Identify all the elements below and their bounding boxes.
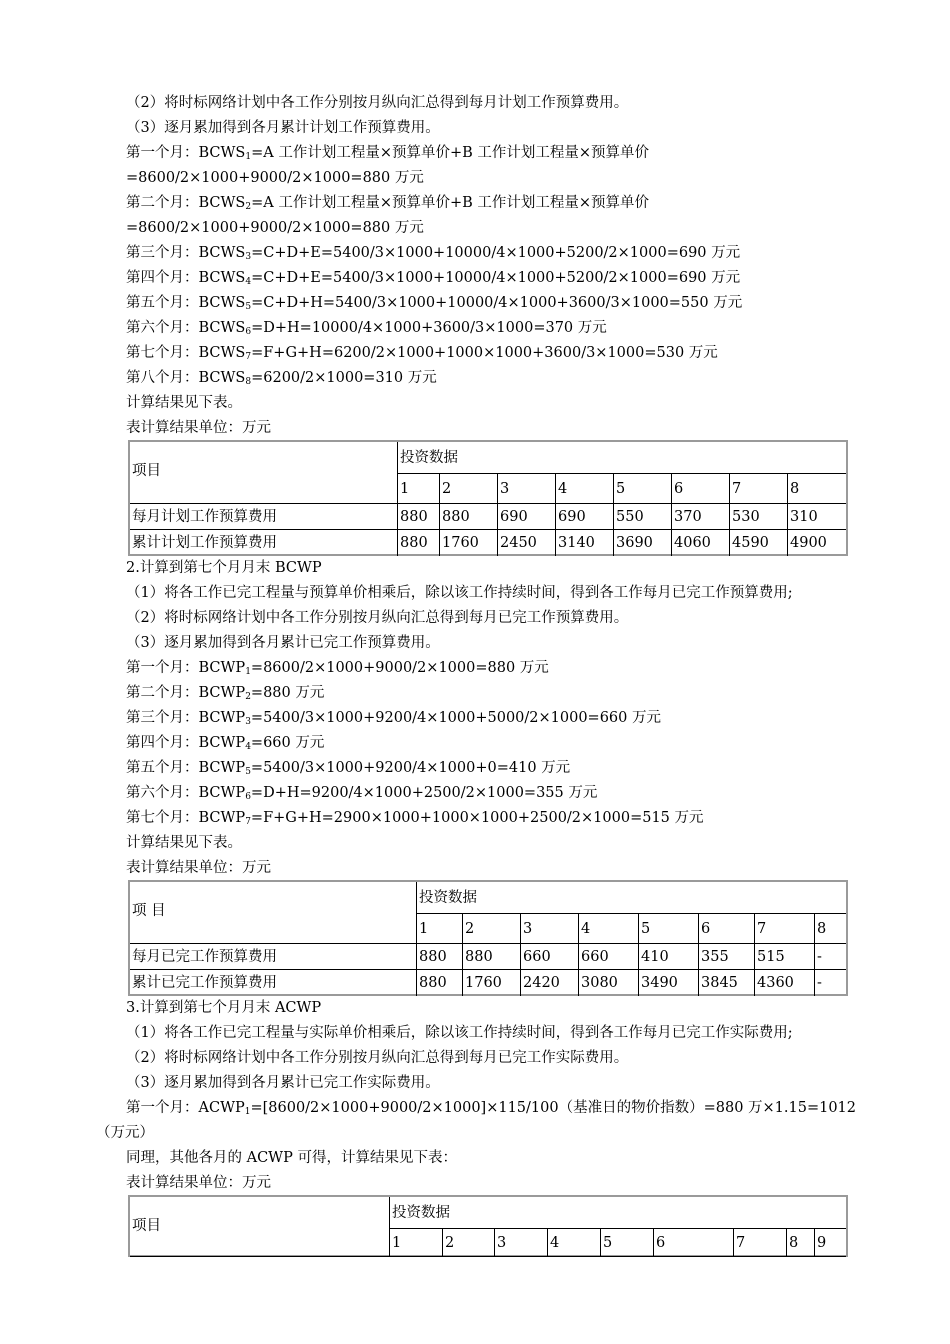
s1-month4: 第四个月：$BCWS_4=C+D+E=5400/3\times 1000+10000/4\times 1000+5200/2\times 1000=690$ 万元 — [126, 270, 741, 287]
table-cell: 690 — [498, 504, 556, 530]
table-cell: 660 — [579, 944, 639, 970]
table-cell: 4360 — [755, 970, 815, 996]
table-cell: 4900 — [790, 535, 827, 551]
month-header: 3 — [495, 1229, 548, 1257]
month-header: 5 — [601, 1229, 654, 1257]
month-header: 4 — [579, 914, 639, 944]
table-cell: 4590 — [730, 530, 788, 556]
month-header: 5 — [639, 914, 699, 944]
month-header: 3 — [498, 474, 556, 504]
s2-month7: 第七个月：$BCWP_7=F+G+H=2900\times 1000+1000\times 1000+2500/2\times 1000=515$ 万元 — [126, 810, 704, 827]
s1-month7: 第七个月：$BCWS_7=F+G+H=6200/2\times 1000+1000\times 1000+3600/3\times 1000=530$ 万元 — [126, 345, 718, 362]
s1-result-note: 计算结果见下表。 — [126, 395, 242, 411]
s3-step1: （1）将各工作已完工程量与实际单价相乘后，除以该工作持续时间，得到各工作每月已完工作实际费用; — [126, 1025, 793, 1041]
s3-heading: 3.计算到第七个月月末 ACWP — [126, 1000, 322, 1016]
s2-month5: 第五个月：$BCWP_5=5400/3\times 1000+9200/4\times 1000+0=410$ 万元 — [126, 760, 571, 777]
month-header: 8 — [815, 914, 846, 944]
s3-month1-cont: （万元） — [96, 1125, 154, 1141]
table-item-header: 项目 — [130, 442, 398, 504]
s1-month1-line2: =8600/2×1000+9000/2×1000=880 万元 — [126, 170, 424, 186]
s1-month3: 第三个月：$BCWS_3=C+D+E=5400/3\times 1000+10000/4\times 1000+5200/2\times 1000=690$ 万元 — [126, 245, 741, 262]
s1-step2: （2）将时标网络计划中各工作分别按月纵向汇总得到每月计划工作预算费用。 — [126, 95, 629, 111]
month-header: 7 — [730, 474, 788, 504]
s1-month2-line1: 第二个月：$BCWS_2=A$ 工作计划工程量×预算单价+B 工作计划工程量×预算单价 — [126, 195, 650, 212]
table-cell: - — [817, 975, 822, 991]
s1-month2-line2: =8600/2×1000+9000/2×1000=880 万元 — [126, 220, 424, 236]
s2-month2: 第二个月：$BCWP_2=880$ 万元 — [126, 685, 325, 702]
table-cell: - — [815, 944, 846, 970]
table-cell: 880 — [398, 530, 440, 556]
s3-other: 同理，其他各月的 ACWP 可得，计算结果见下表： — [126, 1150, 457, 1166]
table-cell: 1760 — [440, 530, 498, 556]
table-cell: 530 — [730, 504, 788, 530]
s1-month6: 第六个月：$BCWS_6=D+H=10000/4\times 1000+3600/3\times 1000=370$ 万元 — [126, 320, 607, 337]
row-label: 累计计划工作预算费用 — [130, 530, 398, 556]
table-cell: 660 — [521, 944, 579, 970]
row-label: 每月已完工作预算费用 — [130, 944, 417, 970]
table-cell: 550 — [614, 504, 672, 530]
table-cell: 880 — [463, 944, 521, 970]
month-header: 6 — [699, 914, 755, 944]
s1-month5: 第五个月：$BCWS_5=C+D+H=5400/3\times 1000+10000/4\times 1000+3600/3\times 1000=550$ 万元 — [126, 295, 743, 312]
table-cell: 370 — [672, 504, 730, 530]
s1-step3: （3）逐月累加得到各月累计计划工作预算费用。 — [126, 120, 440, 136]
table-cell: 1760 — [463, 970, 521, 996]
month-header: 1 — [390, 1229, 443, 1257]
s3-step2: （2）将时标网络计划中各工作分别按月纵向汇总得到每月已完工作实际费用。 — [126, 1050, 629, 1066]
s2-table-caption: 表计算结果单位：万元 — [126, 860, 271, 876]
table-cell: 880 — [440, 504, 498, 530]
s2-month4: 第四个月：$BCWP_4=660$ 万元 — [126, 735, 325, 752]
month-header: 2 — [440, 474, 498, 504]
table-cell: 4060 — [672, 530, 730, 556]
s3-month1: 第一个月：$ACWP_1=[8600/2\times 1000+9000/2\times 1000]\times 115/100$（基准日的物价指数）=880 万×1.15=1012 — [126, 1100, 857, 1117]
table-cell: 880 — [417, 944, 463, 970]
table-cell: 515 — [755, 944, 815, 970]
bcwp-table — [128, 880, 848, 996]
table-group-header: 投资数据 — [417, 882, 846, 914]
month-header: 3 — [521, 914, 579, 944]
s2-result-note: 计算结果见下表。 — [126, 835, 242, 851]
s2-month1: 第一个月：$BCWP_1=8600/2\times 1000+9000/2\times 1000=880$ 万元 — [126, 660, 549, 677]
month-header: 8 — [787, 1229, 815, 1257]
table-cell: 3140 — [556, 530, 614, 556]
table-cell: 355 — [699, 944, 755, 970]
acwp-table — [128, 1195, 848, 1257]
table-item-header: 项目 — [130, 1197, 390, 1257]
s2-step3: （3）逐月累加得到各月累计已完工作预算费用。 — [126, 635, 440, 651]
bcws-table — [128, 440, 848, 556]
table-group-header: 投资数据 — [390, 1197, 846, 1229]
table-cell: 3690 — [614, 530, 672, 556]
s1-table-caption: 表计算结果单位：万元 — [126, 420, 271, 436]
s1-month8: 第八个月：$BCWS_8=6200/2\times 1000=310$ 万元 — [126, 370, 437, 387]
month-header: 7 — [755, 914, 815, 944]
table-cell: 880 — [417, 970, 463, 996]
table-cell: 690 — [556, 504, 614, 530]
table-cell: 880 — [398, 504, 440, 530]
month-header: 6 — [672, 474, 730, 504]
s2-step1: （1）将各工作已完工程量与预算单价相乘后，除以该工作持续时间，得到各工作每月已完工作预算费用; — [126, 585, 793, 601]
month-header: 6 — [654, 1229, 734, 1257]
month-header: 9 — [815, 1229, 846, 1257]
month-header: 1 — [417, 914, 463, 944]
table-cell: 310 — [788, 504, 846, 530]
month-header: 8 — [788, 474, 846, 504]
month-header: 4 — [548, 1229, 601, 1257]
s3-table-caption: 表计算结果单位：万元 — [126, 1175, 271, 1191]
row-label: 每月计划工作预算费用 — [130, 504, 398, 530]
table-item-header: 项 目 — [130, 882, 417, 944]
month-header: 2 — [463, 914, 521, 944]
month-header: 4 — [556, 474, 614, 504]
month-header: 5 — [614, 474, 672, 504]
table-cell: 2420 — [521, 970, 579, 996]
table-group-header: 投资数据 — [398, 442, 846, 474]
table-cell: 3845 — [699, 970, 755, 996]
s2-month3: 第三个月：$BCWP_3=5400/3\times 1000+9200/4\times 1000+5000/2\times 1000=660$ 万元 — [126, 710, 661, 727]
s2-step2: （2）将时标网络计划中各工作分别按月纵向汇总得到每月已完工作预算费用。 — [126, 610, 629, 626]
table-cell: 3490 — [639, 970, 699, 996]
table-cell: 410 — [639, 944, 699, 970]
month-header: 7 — [734, 1229, 787, 1257]
row-label: 累计已完工作预算费用 — [130, 970, 417, 996]
s1-month1-line1: 第一个月：$BCWS_1=A$ 工作计划工程量×预算单价+B 工作计划工程量×预算单价 — [126, 145, 650, 162]
table-cell: 3080 — [579, 970, 639, 996]
s2-month6: 第六个月：$BCWP_6=D+H=9200/4\times 1000+2500/2\times 1000=355$ 万元 — [126, 785, 598, 802]
s2-heading: 2.计算到第七个月月末 BCWP — [126, 560, 322, 576]
s3-step3: （3）逐月累加得到各月累计已完工作实际费用。 — [126, 1075, 440, 1091]
month-header: 2 — [443, 1229, 495, 1257]
month-header: 1 — [398, 474, 440, 504]
table-cell: 2450 — [498, 530, 556, 556]
